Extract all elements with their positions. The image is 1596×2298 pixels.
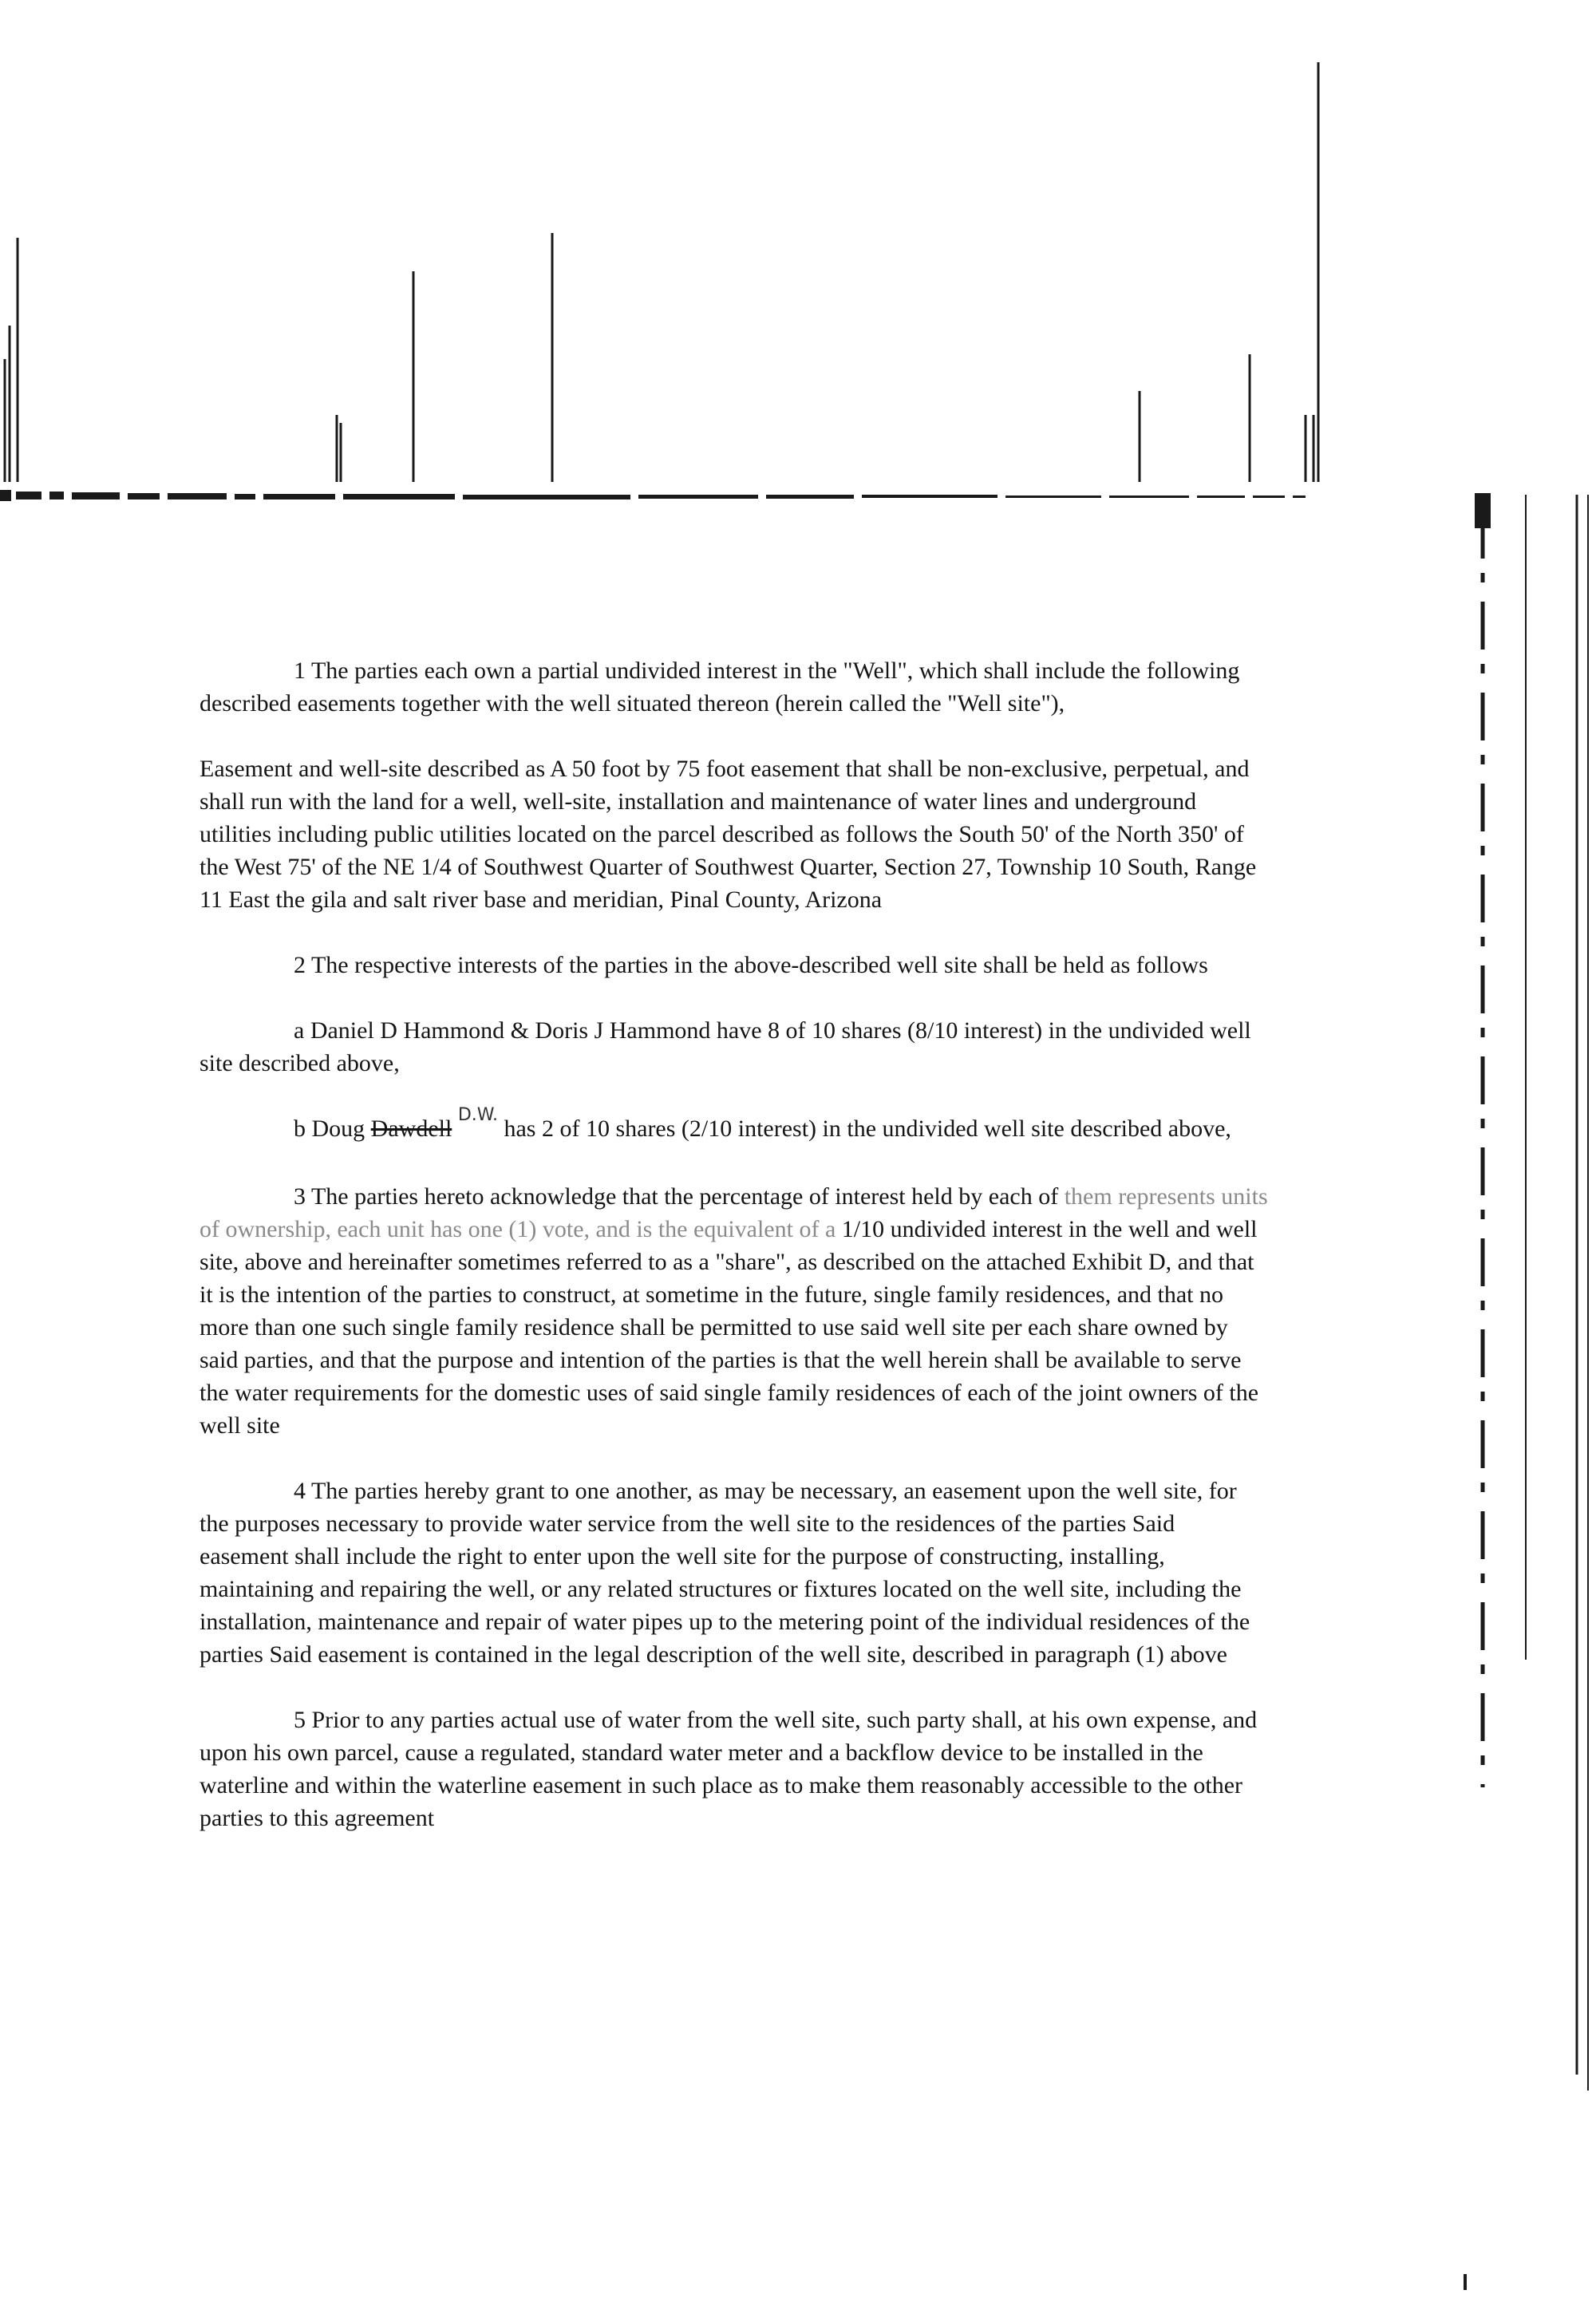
paragraph-5: 5 Prior to any parties actual use of water from the well site, such party shall, at his own expense, and upon his own parcel, cause a regulated, standard water meter and a backflow device to be installed in the waterline and within the waterline easement in such place as to make them reasonably accessible to the other parties to this agreement [200, 1707, 1258, 1831]
paragraph-3-start: 3 The parties hereto acknowledge that the percentage of interest held by each of [294, 1183, 1059, 1210]
document-body [200, 654, 1269, 1834]
paragraph-3-faint-line: them represents units of ownership, each unit has one (1) vote, and is the equivalent of a [200, 1183, 1268, 1242]
paragraph-2b [200, 1105, 1269, 1147]
paragraph-2: 2 The respective interests of the parties in the above-described well site shall be held as follows [294, 952, 1208, 978]
paragraph-2b-start: b Doug [294, 1115, 365, 1142]
paragraph-2b-end: has 2 of 10 shares (2/10 interest) in the undivided well site described above, [504, 1115, 1231, 1142]
paragraph-3 [200, 1180, 1269, 1442]
paragraph-easement-description: Easement and well-site described as A 50 foot by 75 foot easement that shall be non-exclusive, perpetual, and shall run with the land for a well, well-site, installation and maintenance of water lines and underground utilities including public utilities located on the parcel described as follows the South 50' of the North 350' of the West 75' of the NE 1/4 of Southwest Quarter of Southwest Quarter, Section 27, Township 10 South, Range 11 East the gila and salt river base and meridian, Pinal County, Arizona [200, 756, 1257, 913]
paragraph-3-end: 1/10 undivided interest in the well and well site, above and hereinafter sometimes referred to as a "share", as described on the attached Exhibit D, and that it is the intention of the parties to construct, at sometime in the future, single family residences, and that no more than one such single family residence shall be permitted to use said well site per each share owned by said parties, and that the purpose and intention of the parties is that the well herein shall be available to serve the water requirements for the domestic uses of said single family residences of each of the joint owners of the well site [200, 1216, 1259, 1439]
paragraph-1: 1 The parties each own a partial undivided interest in the "Well", which shall include the following described easements together with the well situated thereon (herein called the "Well site"), [200, 657, 1240, 717]
handwritten-initials: D.W. [457, 1105, 498, 1125]
struck-name: Dawdell [370, 1115, 452, 1142]
paragraph-2a: a Daniel D Hammond & Doris J Hammond have 8 of 10 shares (8/10 interest) in the undivided well site described above, [200, 1017, 1251, 1076]
paragraph-4: 4 The parties hereby grant to one another, as may be necessary, an easement upon the well site, for the purposes necessary to provide water service from the well site to the residences of the parties Said easement shall include the right to enter upon the well site for the purpose of constructing, installing, maintaining and repairing the well, or any related structures or fixtures located on the well site, including the installation, maintenance and repair of water pipes up to the metering point of the individual residences of the parties Said easement is contained in the legal description of the well site, described in paragraph (1) above [200, 1478, 1250, 1668]
